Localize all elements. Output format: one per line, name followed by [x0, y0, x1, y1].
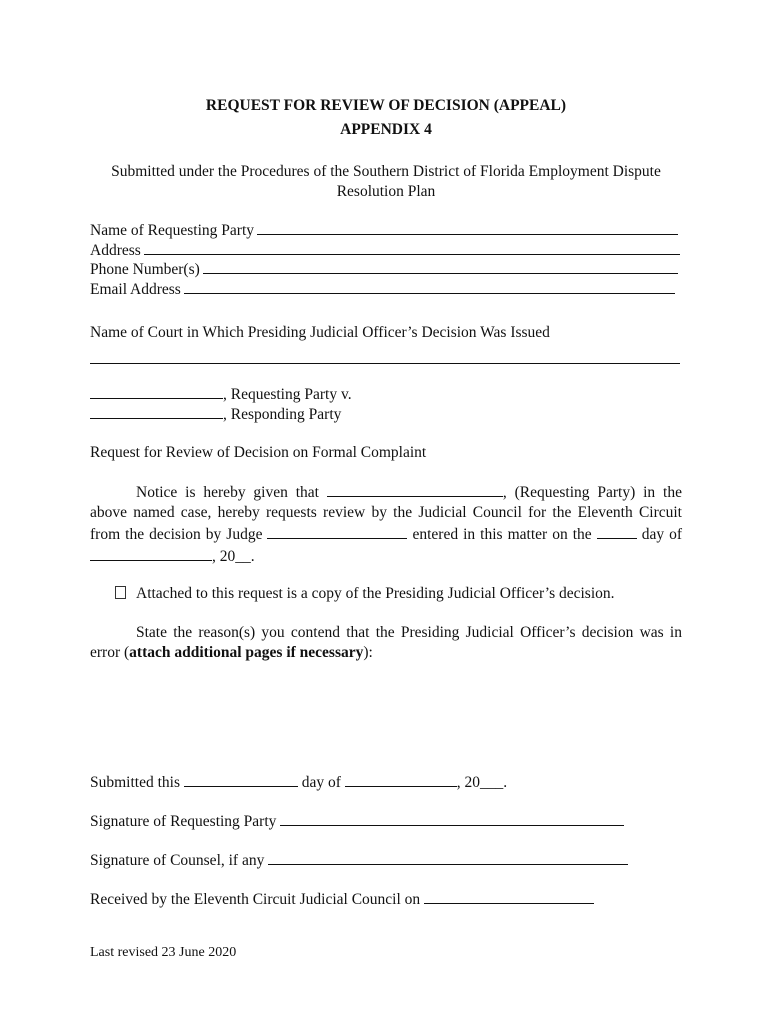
court-name-label: Name of Court in Which Presiding Judicial Officer’s Decision Was Issued: [90, 324, 550, 341]
requesting-party-name-field: [90, 220, 678, 241]
responding-party-line: [90, 403, 682, 425]
email-blank[interactable]: [184, 279, 675, 294]
day-blank[interactable]: [597, 523, 637, 539]
requesting-party-name-label: Name of Requesting Party: [90, 222, 255, 239]
address-blank[interactable]: [144, 240, 680, 255]
responding-party-text: , Responding Party: [223, 406, 342, 423]
signature-counsel-line: [90, 849, 682, 871]
document-title: REQUEST FOR REVIEW OF DECISION (APPEAL): [205, 97, 567, 114]
requesting-party-line: [90, 383, 682, 405]
judge-blank[interactable]: [267, 523, 407, 539]
signature-counsel-label: Signature of Counsel, if any: [90, 852, 265, 869]
requesting-party-name-blank[interactable]: [257, 220, 678, 235]
notice-text-3: entered in this matter on the: [412, 526, 592, 543]
revision-date: Last revised 23 June 2020: [90, 945, 237, 960]
intro-line-2: Resolution Plan: [336, 183, 436, 200]
reasons-paragraph: [90, 623, 682, 663]
requesting-party-blank[interactable]: [90, 383, 223, 399]
submitted-day-of: day of: [301, 774, 341, 791]
address-label: Address: [90, 242, 141, 259]
requesting-party-notice-blank[interactable]: [327, 481, 503, 497]
attachment-text: Attached to this request is a copy of the Presiding Judicial Officer’s decision.: [136, 585, 615, 602]
signature-requesting-label: Signature of Requesting Party: [90, 813, 277, 830]
submitted-label: Submitted this: [90, 774, 180, 791]
submitted-day-blank[interactable]: [184, 771, 298, 787]
responding-party-blank[interactable]: [90, 403, 223, 419]
reasons-text-end: ):: [363, 644, 373, 661]
appendix-label: APPENDIX 4: [340, 121, 432, 138]
notice-text-1: Notice is hereby given that: [136, 484, 319, 501]
signature-counsel-blank[interactable]: [268, 849, 628, 865]
phone-blank[interactable]: [203, 259, 678, 274]
attachment-row: [115, 584, 685, 604]
submitted-year: , 20___.: [456, 774, 508, 791]
email-label: Email Address: [90, 281, 181, 298]
notice-text-2: , (Requesting Party) in the above named case, hereby requests review by the Judicial Council for the Eleventh Circuit from the decision by Judge: [90, 484, 682, 543]
signature-requesting-blank[interactable]: [280, 810, 624, 826]
attachment-checkbox[interactable]: [115, 586, 126, 599]
notice-paragraph: [90, 481, 682, 567]
notice-text-4: day of: [641, 526, 682, 543]
phone-field: [90, 259, 678, 280]
received-date-blank[interactable]: [424, 888, 594, 904]
reasons-text-bold: attach additional pages if necessary: [129, 644, 364, 661]
court-name-field: [90, 348, 680, 370]
reasons-text-start: State the reason(s) you contend that the Presiding Judicial Officer’s decision was in error (: [90, 624, 682, 661]
intro-line-1: Submitted under the Procedures of the Southern District of Florida Employment Dispute: [111, 163, 661, 180]
signature-requesting-line: [90, 810, 682, 832]
request-heading: Request for Review of Decision on Formal Complaint: [90, 444, 427, 461]
received-label: Received by the Eleventh Circuit Judicial Council on: [90, 891, 421, 908]
court-name-blank[interactable]: [90, 348, 680, 364]
email-field: [90, 279, 675, 300]
submitted-line: [90, 771, 682, 793]
received-line: [90, 888, 682, 910]
notice-text-5: , 20__.: [212, 548, 255, 565]
month-blank[interactable]: [90, 545, 212, 561]
phone-label: Phone Number(s): [90, 261, 200, 278]
submitted-month-blank[interactable]: [345, 771, 457, 787]
address-field: [90, 240, 680, 261]
requesting-party-text: , Requesting Party v.: [223, 386, 352, 403]
